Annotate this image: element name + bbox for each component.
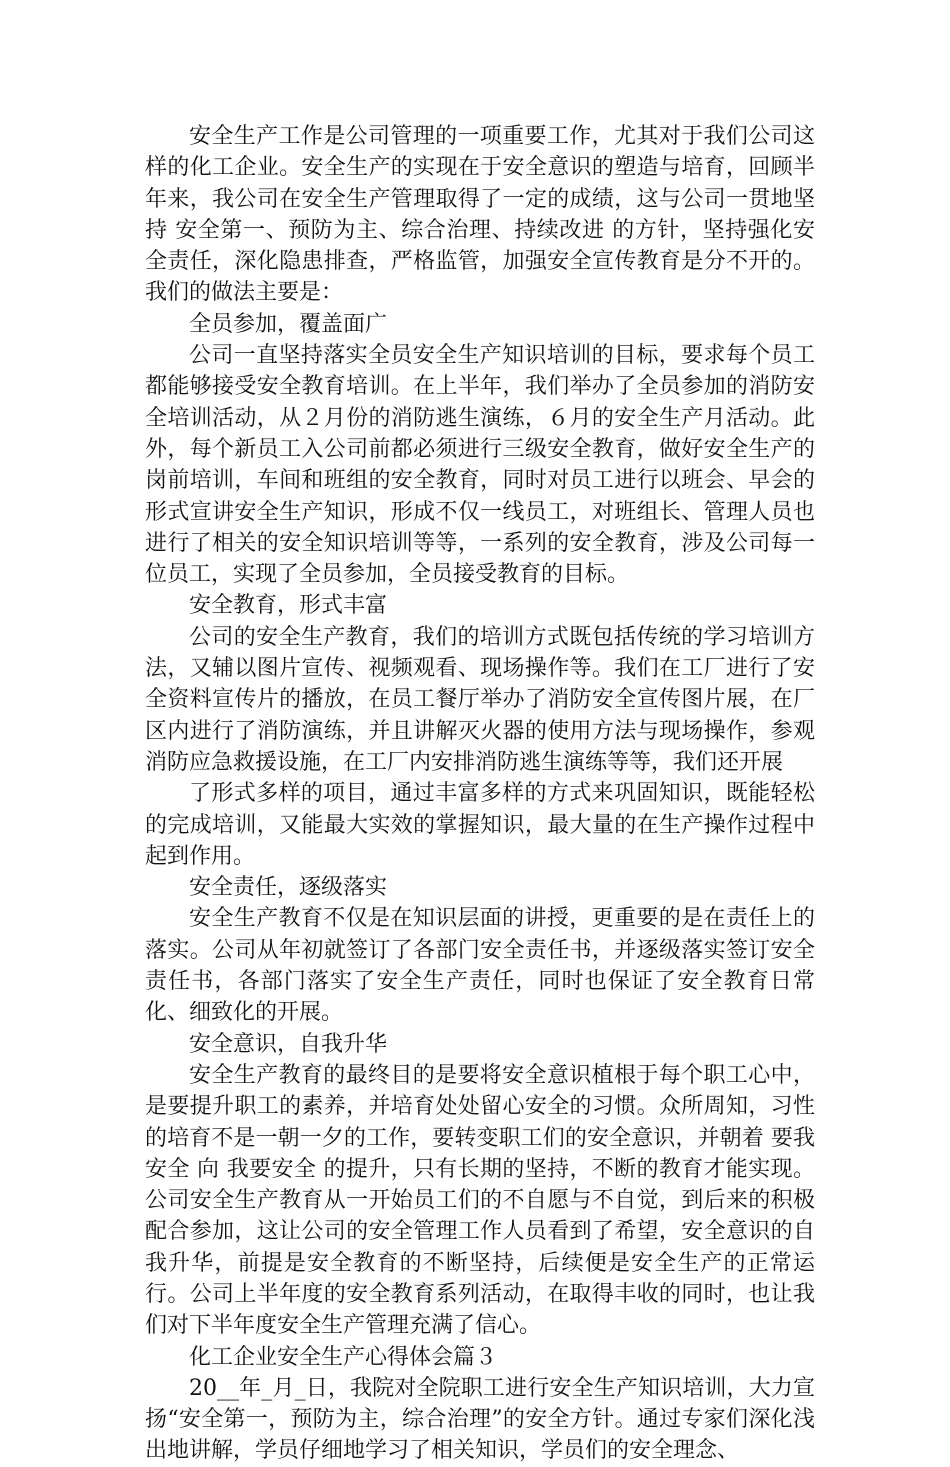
- section-heading-safety-awareness: 安全意识，自我升华: [189, 1031, 388, 1057]
- full-participation-paragraph: 公司一直坚持落实全员安全生产知识培训的目标，要求每个员工都能够接受安全教育培训。在上半年，我们举办了全员参加的消防安全培训活动，从２月份的消防逃生演练，６月的安全生产月活动。此外，每个新员工入公司前都必须进行三级安全教育，做好安全生产的岗前培训，车间和班组的安全教育，同时对员工进行以班会、早会的形式宣讲安全生产知识，形成不仅一线员工，对班组长、管理人员也进行了相关的安全知识培训等等，一系列的安全教育，涉及公司每一位员工，实现了全员参加，全员接受教育的目标。: [145, 343, 815, 588]
- safety-responsibility-paragraph: 安全生产教育不仅是在知识层面的讲授，更重要的是在责任上的落实。公司从年初就签订了各部门安全责任书，并逐级落实签订安全责任书，各部门落实了安全生产责任，同时也保证了安全教育日常化、细致化的开展。: [145, 906, 815, 1026]
- section-heading-safety-responsibility: 安全责任，逐级落实: [189, 875, 388, 901]
- intro-paragraph: 安全生产工作是公司管理的一项重要工作，尤其对于我们公司这样的化工企业。安全生产的实现在于安全意识的塑造与培育，回顾半年来，我公司在安全生产管理取得了一定的成绩，这与公司一贯地坚持 安全第一、预防为主、综合治理、持续改进 的方针，坚持强化安全责任，深化隐患排查，严格监管，加强安全宣传教育是分不开的。我们的做法主要是：: [145, 124, 815, 306]
- safety-awareness-paragraph: 安全生产教育的最终目的是要将安全意识植根于每个职工心中，是要提升职工的素养，并培育处处留心安全的习惯。众所周知，习性的培育不是一朝一夕的工作，要转变职工们的安全意识，并朝着 要我安全 向 我要安全 的提升，只有长期的坚持，不断的教育才能实现。公司安全生产教育从一开始员工们的不自愿与不自觉，到后来的积极配合参加，这让公司的安全管理工作人员看到了希望，安全意识的自我升华，前提是安全教育的不断坚持，后续便是安全生产的正常运行。公司上半年度的安全教育系列活动，在取得丰收的同时，也让我们对下半年度安全生产管理充满了信心。: [145, 1062, 815, 1339]
- document-body: [145, 121, 815, 1467]
- safety-education-continued-paragraph: 了形式多样的项目，通过丰富多样的方式来巩固知识，既能轻松的完成培训，又能最大实效的掌握知识，最大量的在生产操作过程中起到作用。: [145, 781, 815, 869]
- section-heading-full-participation: 全员参加，覆盖面广: [189, 311, 388, 337]
- article-title-part-3: 化工企业安全生产心得体会篇３: [189, 1344, 498, 1370]
- section-heading-safety-education: 安全教育，形式丰富: [189, 593, 388, 619]
- part-3-paragraph: 20__年_月_日，我院对全院职工进行安全生产知识培训，大力宣扬“安全第一，预防为主，综合治理”的安全方针。通过专家们深化浅出地讲解，学员仔细地学习了相关知识，学员们的安全理念、: [145, 1375, 815, 1464]
- safety-education-paragraph: 公司的安全生产教育，我们的培训方式既包括传统的学习培训方法，又辅以图片宣传、视频观看、现场操作等。我们在工厂进行了安全资料宣传片的播放，在员工餐厅举办了消防安全宣传图片展，在厂区内进行了消防演练，并且讲解灭火器的使用方法与现场操作，参观消防应急救援设施，在工厂内安排消防逃生演练等等，我们还开展: [145, 624, 815, 775]
